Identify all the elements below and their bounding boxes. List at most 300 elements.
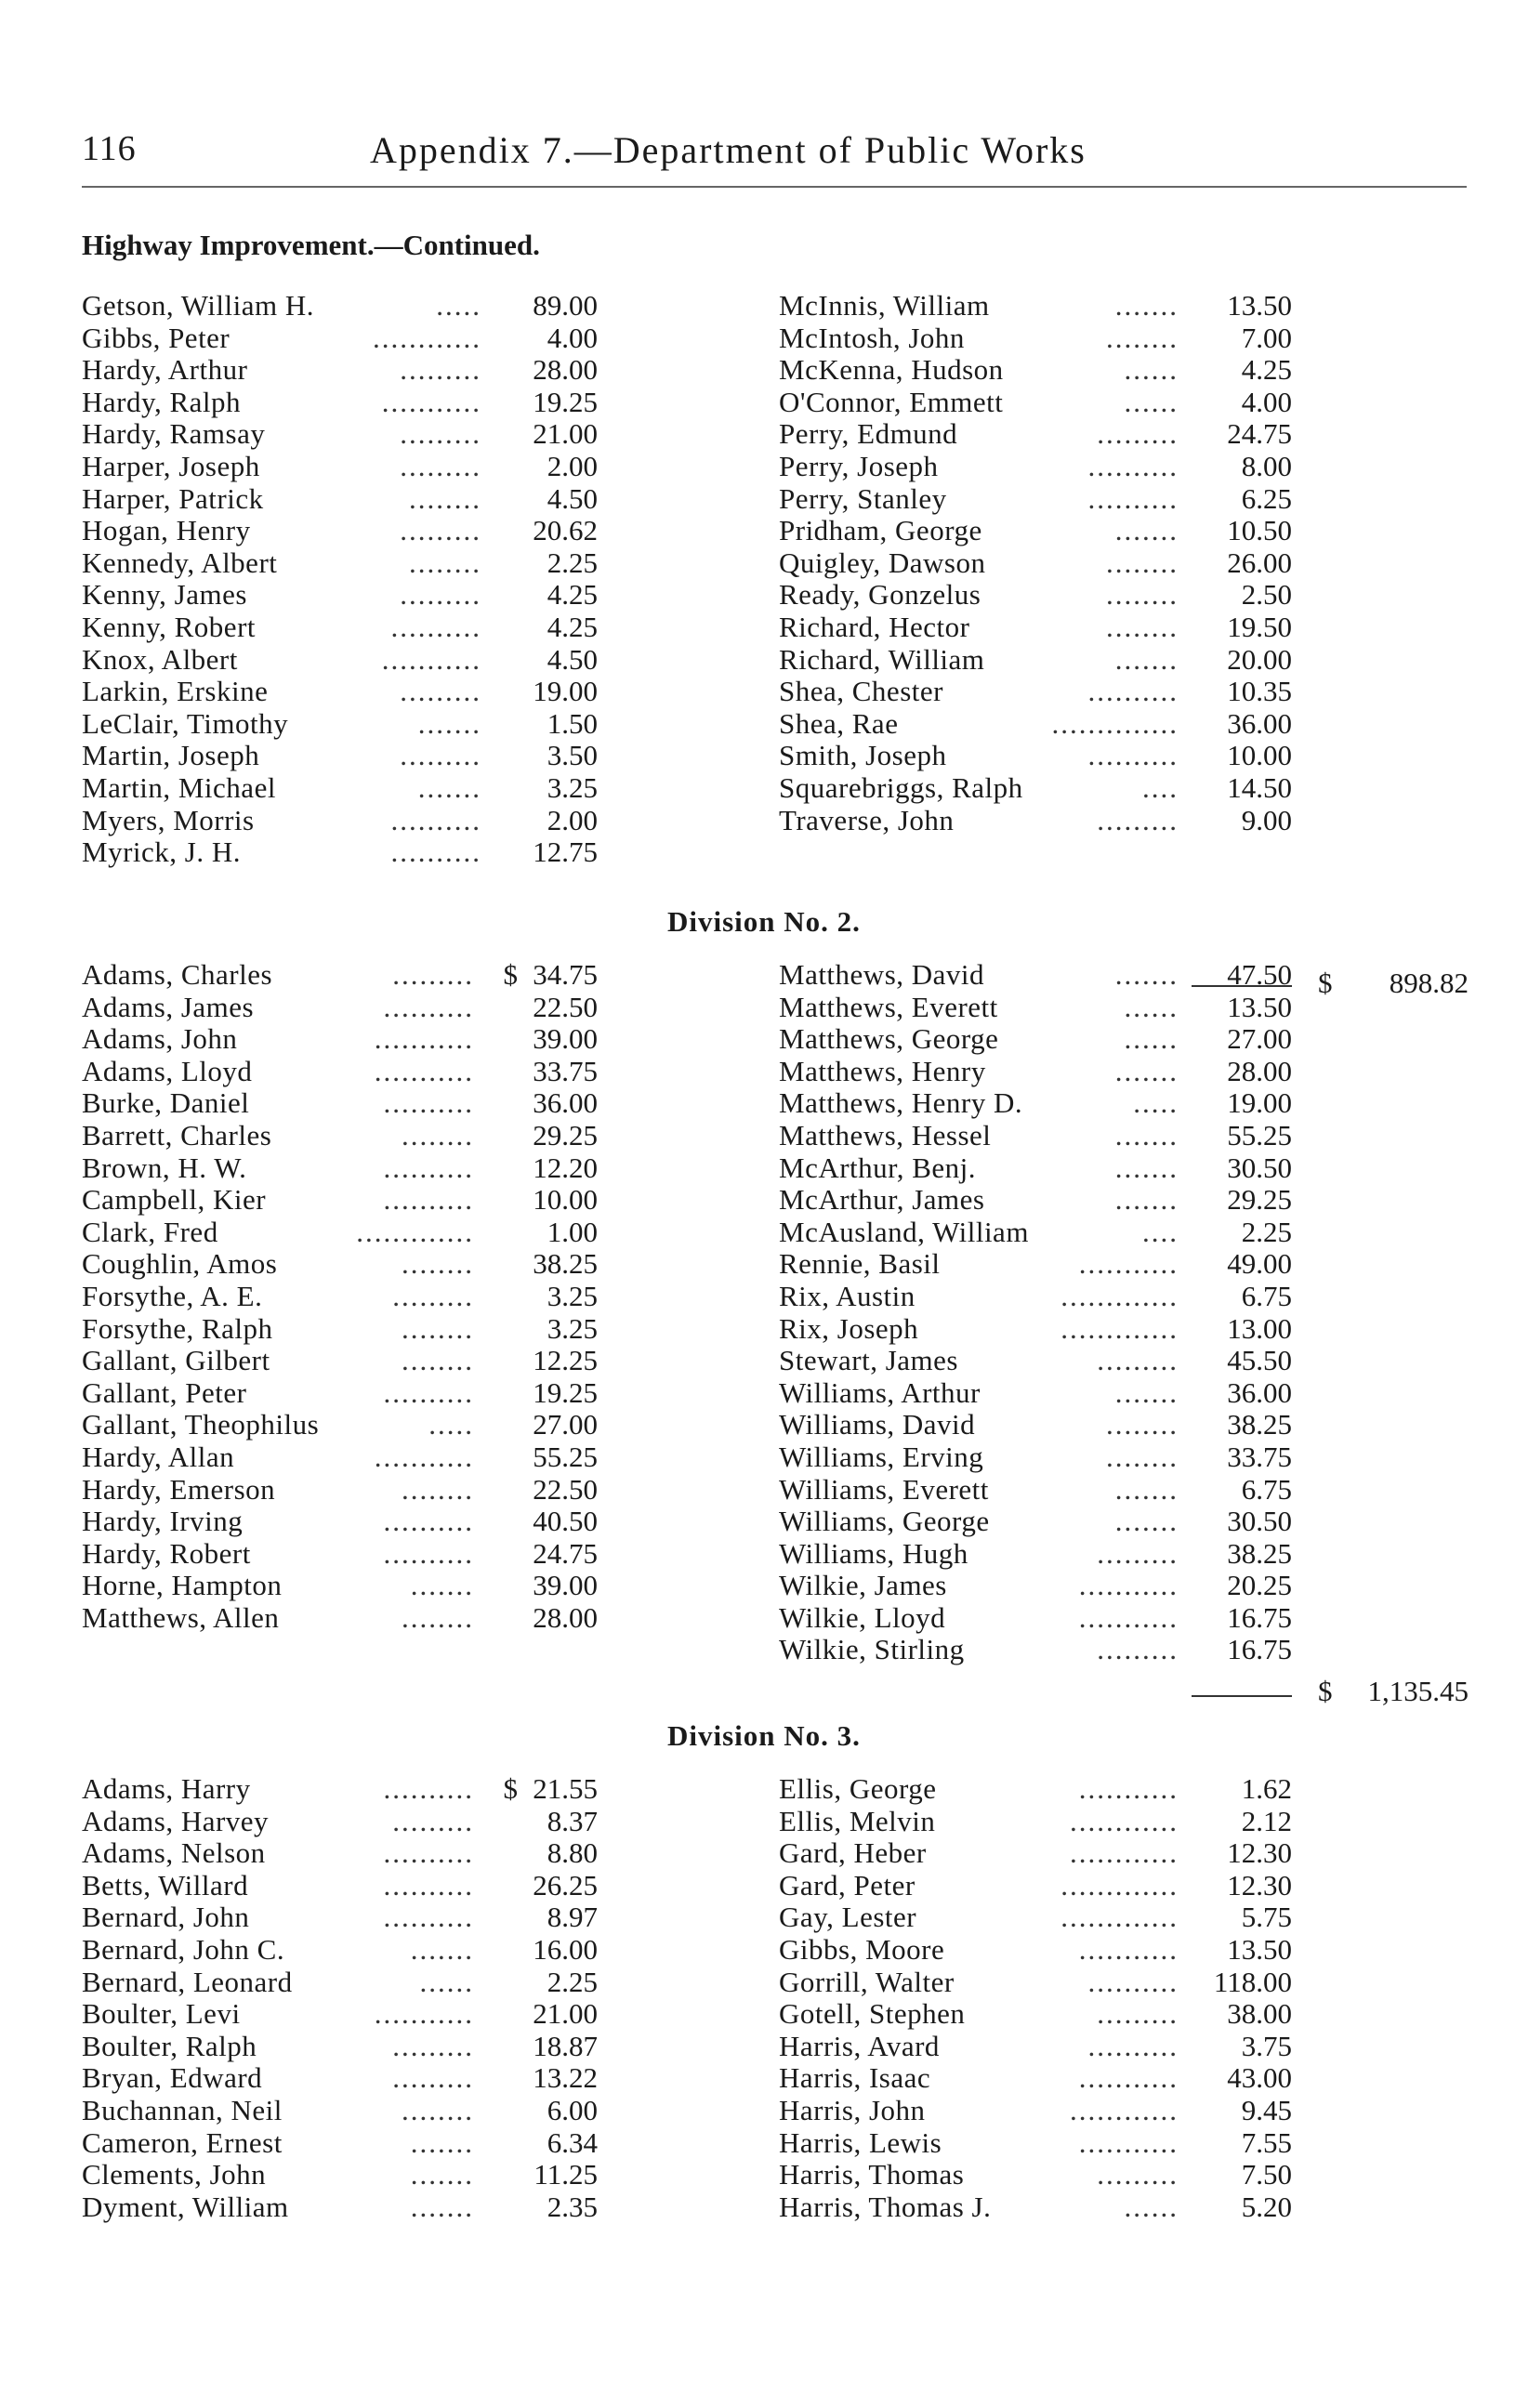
amount: 28.00 xyxy=(533,353,598,387)
amount: 22.50 xyxy=(533,1472,598,1506)
ledger-row xyxy=(779,1281,1292,1313)
ledger-row xyxy=(82,836,598,869)
leader-dots: ....... xyxy=(417,707,481,740)
ledger-row xyxy=(779,2191,1292,2224)
payee-name: Cameron, Ernest xyxy=(82,2125,283,2159)
payee-name: Adams, James xyxy=(82,990,255,1023)
amount: 18.87 xyxy=(533,2029,598,2062)
ledger-row xyxy=(82,992,598,1024)
ledger-row xyxy=(82,483,598,516)
division2-total: 1,135.45 xyxy=(1367,1675,1469,1707)
ledger-row xyxy=(779,1570,1292,1602)
ledger-row xyxy=(779,1087,1292,1120)
amount: 21.00 xyxy=(533,417,598,451)
block1-total-dollar: $ xyxy=(1318,967,1333,999)
ledger-row xyxy=(82,1281,598,1313)
amount: 4.00 xyxy=(1241,385,1292,418)
amount: 36.00 xyxy=(1227,706,1292,740)
amount: 30.50 xyxy=(1227,1505,1292,1538)
amount: 2.25 xyxy=(1241,1215,1292,1248)
amount: 7.55 xyxy=(1241,2125,1292,2159)
amount: 38.25 xyxy=(1227,1536,1292,1570)
ledger-row xyxy=(779,644,1292,677)
payee-name: Matthews, Allen xyxy=(82,1600,280,1634)
ledger-row xyxy=(779,708,1292,741)
block1-total: 898.82 xyxy=(1389,967,1469,999)
ledger-row xyxy=(82,1184,598,1217)
ledger-row xyxy=(82,676,598,708)
amount: 34.75 xyxy=(533,958,598,991)
payee-name: Matthews, David xyxy=(779,958,985,991)
ledger-row xyxy=(82,772,598,805)
amount: 11.25 xyxy=(534,2158,598,2191)
ledger-row xyxy=(82,805,598,837)
payee-name: Gotell, Stephen xyxy=(779,1997,966,2031)
amount: 2.50 xyxy=(1241,578,1292,612)
leader-dots: ........ xyxy=(1106,322,1179,354)
payee-name: Gibbs, Moore xyxy=(779,1932,945,1966)
leader-dots: .......... xyxy=(390,804,481,836)
payee-name: Hardy, Ramsay xyxy=(82,417,266,451)
payee-name: Kennedy, Albert xyxy=(82,546,278,579)
leader-dots: ..... xyxy=(428,1409,474,1441)
amount: 10.35 xyxy=(1227,675,1292,708)
ledger-row xyxy=(82,1152,598,1185)
payee-name: Matthews, George xyxy=(779,1022,999,1056)
leader-dots: .......... xyxy=(383,1151,474,1184)
payee-name: Hardy, Irving xyxy=(82,1505,244,1538)
payee-name: Gay, Lester xyxy=(779,1901,917,1934)
payee-name: Williams, Arthur xyxy=(779,1375,981,1409)
ledger-row xyxy=(82,1474,598,1507)
amount: 3.25 xyxy=(547,1311,598,1345)
amount: 2.25 xyxy=(547,1965,598,1998)
payee-name: Burke, Daniel xyxy=(82,1086,250,1120)
leader-dots: ........... xyxy=(1078,2062,1179,2095)
payee-name: Richard, Hector xyxy=(779,610,970,643)
payee-name: Harris, Thomas J. xyxy=(779,2190,992,2223)
ledger-row xyxy=(82,708,598,741)
payee-name: Smith, Joseph xyxy=(779,739,947,772)
leader-dots: ...... xyxy=(1124,354,1179,387)
leader-dots: ......... xyxy=(392,1280,474,1312)
payee-name: Rennie, Basil xyxy=(779,1247,941,1281)
leader-dots: ....... xyxy=(1114,1184,1179,1217)
payee-name: McKenna, Hudson xyxy=(779,353,1004,387)
leader-dots: ...... xyxy=(1124,1023,1179,1056)
payee-name: Matthews, Hessel xyxy=(779,1118,992,1151)
ledger-row xyxy=(779,290,1292,322)
payee-name: Forsythe, Ralph xyxy=(82,1311,273,1345)
amount: 38.00 xyxy=(1227,1997,1292,2031)
leader-dots: ........... xyxy=(381,386,481,418)
leader-dots: .......... xyxy=(1087,2030,1179,2062)
payee-name: Harper, Patrick xyxy=(82,481,264,515)
payee-name: McArthur, James xyxy=(779,1183,985,1217)
payee-name: Getson, William H. xyxy=(82,289,314,322)
payee-name: McIntosh, John xyxy=(779,321,965,354)
leader-dots: ....... xyxy=(1114,1151,1179,1184)
ledger-row xyxy=(779,483,1292,516)
amount: 13.50 xyxy=(1227,1932,1292,1966)
payee-name: Gorrill, Walter xyxy=(779,1965,955,1998)
amount: 10.00 xyxy=(1227,739,1292,772)
leader-dots: ......... xyxy=(400,579,481,612)
amount: 3.25 xyxy=(547,1279,598,1312)
leader-dots: ......... xyxy=(400,450,481,482)
amount: 3.25 xyxy=(547,770,598,804)
amount: 20.00 xyxy=(1227,642,1292,676)
ledger-row xyxy=(82,1934,598,1967)
ledger-row xyxy=(779,1152,1292,1185)
leader-dots: .......... xyxy=(383,1184,474,1217)
ledger-row xyxy=(779,1313,1292,1346)
leader-dots: ........ xyxy=(402,1119,474,1151)
amount: 19.50 xyxy=(1227,610,1292,643)
page-title: Appendix 7.—Department of Public Works xyxy=(370,129,1087,171)
amount: 26.00 xyxy=(1227,546,1292,579)
ledger-row xyxy=(82,1602,598,1635)
ledger-row xyxy=(82,1313,598,1346)
ledger-row xyxy=(779,1773,1292,1806)
leader-dots: ....... xyxy=(1114,1473,1179,1506)
leader-dots: ............. xyxy=(1060,1312,1179,1345)
payee-name: Harris, Isaac xyxy=(779,2061,931,2095)
payee-name: Ellis, George xyxy=(779,1772,937,1805)
leader-dots: .......... xyxy=(383,1773,474,1805)
payee-name: Forsythe, A. E. xyxy=(82,1279,263,1312)
amount: 4.25 xyxy=(547,610,598,643)
ledger-row xyxy=(779,1474,1292,1507)
ledger-row xyxy=(82,1773,598,1806)
division2-total-rule xyxy=(1192,1695,1292,1697)
amount: 3.75 xyxy=(1241,2029,1292,2062)
ledger-row xyxy=(82,1837,598,1870)
amount: 29.25 xyxy=(1227,1183,1292,1217)
ledger-row xyxy=(82,2031,598,2063)
ledger-row xyxy=(779,2031,1292,2063)
leader-dots: ....... xyxy=(410,1570,474,1602)
payee-name: Buchannan, Neil xyxy=(82,2093,283,2126)
payee-name: Adams, Harvey xyxy=(82,1804,270,1837)
block1-right-column xyxy=(779,290,1292,836)
leader-dots: ...... xyxy=(1124,386,1179,418)
payee-name: Harris, Lewis xyxy=(779,2125,942,2159)
amount: 28.00 xyxy=(1227,1054,1292,1087)
division3-title: Division No. 3. xyxy=(667,1719,861,1752)
ledger-row xyxy=(779,1837,1292,1870)
amount: 29.25 xyxy=(533,1118,598,1151)
amount: 4.50 xyxy=(547,642,598,676)
ledger-row xyxy=(779,322,1292,355)
payee-name: Quigley, Dawson xyxy=(779,546,986,579)
leader-dots: ........... xyxy=(1078,2126,1179,2159)
ledger-row xyxy=(82,418,598,451)
amount: 55.25 xyxy=(1227,1118,1292,1151)
leader-dots: .......... xyxy=(383,1087,474,1120)
payee-name: Bryan, Edward xyxy=(82,2061,263,2095)
payee-name: Perry, Edmund xyxy=(779,417,958,451)
ledger-row xyxy=(82,1056,598,1088)
ledger-row xyxy=(779,1901,1292,1934)
ledger-row xyxy=(779,1634,1292,1666)
payee-name: O'Connor, Emmett xyxy=(779,385,1004,418)
page-header xyxy=(82,128,1467,180)
amount: 24.75 xyxy=(1227,417,1292,451)
ledger-row xyxy=(82,1441,598,1474)
division2-total-dollar: $ xyxy=(1318,1675,1333,1707)
leader-dots: ....... xyxy=(1114,1119,1179,1151)
amount: 27.00 xyxy=(533,1408,598,1441)
payee-name: Williams, George xyxy=(779,1505,990,1538)
payee-name: Clark, Fred xyxy=(82,1215,218,1248)
leader-dots: ........ xyxy=(402,1312,474,1345)
amount: 2.35 xyxy=(547,2190,598,2223)
leader-dots: .... xyxy=(1142,1216,1179,1248)
payee-name: Shea, Chester xyxy=(779,675,943,708)
ledger-row xyxy=(779,1409,1292,1441)
ledger-row xyxy=(82,322,598,355)
amount: 8.37 xyxy=(547,1804,598,1837)
leader-dots: ......... xyxy=(1097,418,1179,451)
ledger-row xyxy=(82,612,598,644)
payee-name: Williams, Hugh xyxy=(779,1536,968,1570)
ledger-row xyxy=(779,2127,1292,2160)
amount: 8.00 xyxy=(1241,449,1292,482)
amount: 6.25 xyxy=(1241,481,1292,515)
leader-dots: ............ xyxy=(1070,2094,1179,2126)
payee-name: LeClair, Timothy xyxy=(82,706,289,740)
amount: 21.55 xyxy=(533,1772,598,1805)
leader-dots: ....... xyxy=(1114,1055,1179,1087)
payee-name: Adams, John xyxy=(82,1022,238,1056)
leader-dots: ........ xyxy=(402,1345,474,1377)
leader-dots: ....... xyxy=(1114,959,1179,991)
amount: 4.25 xyxy=(547,578,598,612)
ledger-row xyxy=(82,1087,598,1120)
leader-dots: ........... xyxy=(1078,1773,1179,1805)
ledger-row xyxy=(779,992,1292,1024)
amount: 9.45 xyxy=(1241,2093,1292,2126)
leader-dots: ......... xyxy=(392,2062,474,2095)
leader-dots: ......... xyxy=(400,418,481,451)
amount: 26.25 xyxy=(533,1868,598,1901)
ledger-row xyxy=(779,2159,1292,2191)
amount: 13.50 xyxy=(1227,990,1292,1023)
leader-dots: ......... xyxy=(400,354,481,387)
amount: 39.00 xyxy=(533,1569,598,1602)
dollar-sign: $ xyxy=(503,958,518,991)
leader-dots: ............ xyxy=(1070,1837,1179,1870)
ledger-row xyxy=(82,354,598,387)
leader-dots: ....... xyxy=(410,2159,474,2191)
leader-dots: ....... xyxy=(1114,290,1179,322)
payee-name: Squarebriggs, Ralph xyxy=(779,770,1023,804)
leader-dots: ........... xyxy=(374,1023,474,1056)
ledger-row xyxy=(82,290,598,322)
leader-dots: ..... xyxy=(436,290,481,322)
payee-name: Traverse, John xyxy=(779,803,955,836)
payee-name: Ready, Gonzelus xyxy=(779,578,981,612)
leader-dots: ....... xyxy=(1114,1506,1179,1538)
ledger-row xyxy=(779,1248,1292,1281)
leader-dots: ...... xyxy=(1124,991,1179,1023)
dollar-sign: $ xyxy=(503,1772,518,1805)
amount: 89.00 xyxy=(533,289,598,322)
payee-name: Martin, Michael xyxy=(82,770,276,804)
amount: 2.25 xyxy=(547,546,598,579)
payee-name: Perry, Stanley xyxy=(779,481,947,515)
payee-name: Hardy, Ralph xyxy=(82,385,242,418)
leader-dots: ....... xyxy=(417,771,481,804)
amount: 22.50 xyxy=(533,990,598,1023)
ledger-row xyxy=(779,1967,1292,1999)
division3-left-column xyxy=(82,1773,598,2223)
amount: 5.20 xyxy=(1241,2190,1292,2223)
leader-dots: ......... xyxy=(1097,1634,1179,1666)
payee-name: Rix, Joseph xyxy=(779,1311,919,1345)
ledger-row xyxy=(779,2062,1292,2095)
amount: 28.00 xyxy=(533,1600,598,1634)
ledger-row xyxy=(82,959,598,992)
payee-name: McInnis, William xyxy=(779,289,990,322)
amount: 13.00 xyxy=(1227,1311,1292,1345)
leader-dots: ........... xyxy=(374,1441,474,1473)
payee-name: Bernard, John C. xyxy=(82,1932,285,1966)
leader-dots: ......... xyxy=(1097,804,1179,836)
leader-dots: ........ xyxy=(402,1248,474,1281)
amount: 3.50 xyxy=(547,739,598,772)
ledger-row xyxy=(82,1023,598,1056)
leader-dots: .......... xyxy=(383,1376,474,1409)
payee-name: Adams, Harry xyxy=(82,1772,251,1805)
amount: 21.00 xyxy=(533,1997,598,2031)
payee-name: Harris, Thomas xyxy=(779,2158,965,2191)
leader-dots: ......... xyxy=(392,959,474,991)
amount: 20.62 xyxy=(533,514,598,547)
amount: 6.00 xyxy=(547,2093,598,2126)
ledger-row xyxy=(82,1506,598,1538)
leader-dots: ....... xyxy=(410,2126,474,2159)
payee-name: Harris, Avard xyxy=(779,2029,940,2062)
leader-dots: ........ xyxy=(409,482,481,515)
payee-name: Bernard, John xyxy=(82,1901,250,1934)
amount: 6.75 xyxy=(1241,1279,1292,1312)
amount: 55.25 xyxy=(533,1440,598,1473)
amount: 33.75 xyxy=(1227,1440,1292,1473)
payee-name: Shea, Rae xyxy=(779,706,899,740)
amount: 1.50 xyxy=(547,706,598,740)
leader-dots: .......... xyxy=(390,836,481,869)
payee-name: Williams, David xyxy=(779,1408,976,1441)
leader-dots: ......... xyxy=(392,2030,474,2062)
ledger-row xyxy=(779,2095,1292,2127)
leader-dots: ........ xyxy=(409,546,481,579)
leader-dots: ....... xyxy=(410,2191,474,2223)
amount: 20.25 xyxy=(1227,1569,1292,1602)
block1-left-column xyxy=(82,290,598,869)
amount: 10.50 xyxy=(1227,514,1292,547)
leader-dots: ........... xyxy=(374,1055,474,1087)
ledger-row xyxy=(779,772,1292,805)
amount: 12.30 xyxy=(1227,1836,1292,1870)
amount: 4.00 xyxy=(547,321,598,354)
leader-dots: ......... xyxy=(392,1805,474,1837)
amount: 13.50 xyxy=(1227,289,1292,322)
leader-dots: ........... xyxy=(1078,1570,1179,1602)
amount: 8.80 xyxy=(547,1836,598,1870)
ledger-row xyxy=(779,1806,1292,1838)
amount: 43.00 xyxy=(1227,2061,1292,2095)
amount: 45.50 xyxy=(1227,1344,1292,1377)
amount: 19.25 xyxy=(533,1375,598,1409)
ledger-row xyxy=(779,1934,1292,1967)
amount: 16.75 xyxy=(1227,1633,1292,1666)
payee-name: Gallant, Peter xyxy=(82,1375,247,1409)
division2-title: Division No. 2. xyxy=(667,905,861,938)
amount: 38.25 xyxy=(1227,1408,1292,1441)
leader-dots: ......... xyxy=(400,676,481,708)
leader-dots: .......... xyxy=(383,1506,474,1538)
payee-name: Adams, Lloyd xyxy=(82,1054,253,1087)
ledger-row xyxy=(779,1023,1292,1056)
amount: 6.75 xyxy=(1241,1472,1292,1506)
amount: 2.00 xyxy=(547,449,598,482)
payee-name: Gallant, Theophilus xyxy=(82,1408,320,1441)
amount: 2.00 xyxy=(547,803,598,836)
amount: 12.30 xyxy=(1227,1868,1292,1901)
ledger-row xyxy=(82,740,598,772)
amount: 36.00 xyxy=(1227,1375,1292,1409)
leader-dots: ............. xyxy=(1060,1869,1179,1901)
payee-name: Harper, Joseph xyxy=(82,449,260,482)
leader-dots: ............ xyxy=(373,322,481,354)
payee-name: Matthews, Henry xyxy=(779,1054,986,1087)
leader-dots: ........... xyxy=(374,1998,474,2031)
amount: 33.75 xyxy=(533,1054,598,1087)
ledger-row xyxy=(82,1806,598,1838)
leader-dots: ........... xyxy=(381,643,481,676)
ledger-row xyxy=(82,2095,598,2127)
amount: 7.50 xyxy=(1241,2158,1292,2191)
leader-dots: ........ xyxy=(1106,1409,1179,1441)
amount: 16.75 xyxy=(1227,1600,1292,1634)
payee-name: Campbell, Kier xyxy=(82,1183,267,1217)
leader-dots: ............. xyxy=(356,1216,474,1248)
payee-name: Wilkie, Stirling xyxy=(779,1633,965,1666)
payee-name: Hardy, Arthur xyxy=(82,353,248,387)
leader-dots: .......... xyxy=(383,1837,474,1870)
amount: 1.00 xyxy=(547,1215,598,1248)
ledger-row xyxy=(82,1409,598,1441)
amount: 16.00 xyxy=(533,1932,598,1966)
division2-right-column xyxy=(779,959,1292,1666)
leader-dots: .......... xyxy=(383,991,474,1023)
amount: 5.75 xyxy=(1241,1901,1292,1934)
amount: 4.50 xyxy=(547,481,598,515)
ledger-row xyxy=(779,1602,1292,1635)
ledger-row xyxy=(779,1217,1292,1249)
payee-name: Martin, Joseph xyxy=(82,739,260,772)
leader-dots: ............. xyxy=(1060,1280,1179,1312)
leader-dots: .......... xyxy=(1087,740,1179,772)
ledger-row xyxy=(82,1248,598,1281)
ledger-row xyxy=(779,1506,1292,1538)
amount: 27.00 xyxy=(1227,1022,1292,1056)
payee-name: Gard, Peter xyxy=(779,1868,916,1901)
leader-dots: .......... xyxy=(383,1869,474,1901)
ledger-row xyxy=(779,579,1292,612)
